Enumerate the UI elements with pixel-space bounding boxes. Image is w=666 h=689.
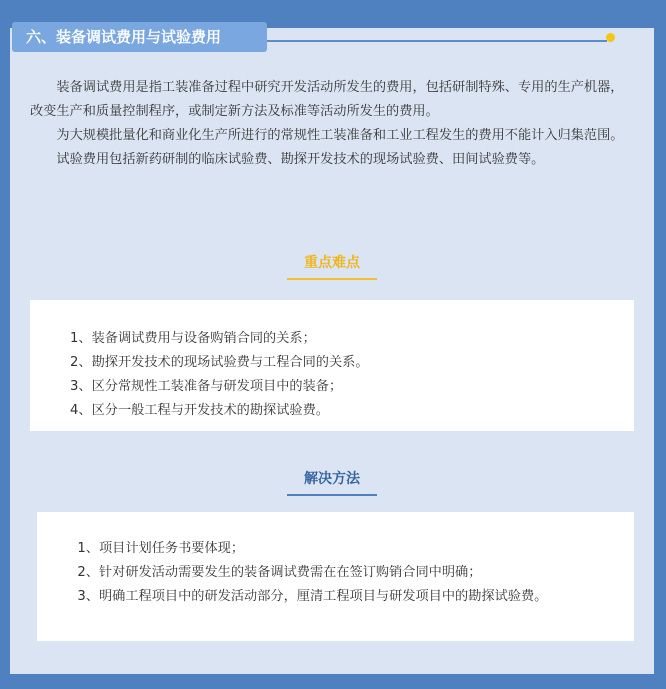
solutions-underline xyxy=(287,494,377,496)
key-points-title xyxy=(287,250,377,280)
solutions-card xyxy=(37,512,634,641)
intro-paragraph-1: 装备调试费用是指工装准备过程中研究开发活动所发生的费用，包括研制特殊、专用的生产机器，改变生产和质量控制程序，或制定新方法及标准等活动所发生的费用。 xyxy=(30,80,624,119)
key-point-item: 3、区分常规性工装准备与研发项目中的装备； xyxy=(70,379,343,394)
solutions-title-text: 解决方法 xyxy=(304,471,360,487)
intro-paragraph-2: 为大规模批量化和商业化生产所进行的常规性工装准备和工业工程发生的费用不能计入归集范围。 xyxy=(56,128,624,143)
key-point-item: 1、装备调试费用与设备购销合同的关系； xyxy=(70,331,316,346)
key-point-item: 4、区分一般工程与开发技术的勘探试验费。 xyxy=(70,403,329,418)
solution-item: 2、针对研发活动需要发生的装备调试费需在在签订购销合同中明确； xyxy=(77,565,482,580)
key-point-item: 2、勘探开发技术的现场试验费与工程合同的关系。 xyxy=(70,355,369,370)
section-header-tab: 六、装备调试费用与试验费用 xyxy=(12,22,267,52)
key-points-underline xyxy=(287,278,377,280)
solutions-title xyxy=(287,466,377,496)
solution-item: 1、项目计划任务书要体现； xyxy=(77,541,245,556)
key-points-card xyxy=(30,300,634,431)
header-divider-line xyxy=(267,40,607,42)
header-dot-icon xyxy=(606,33,615,42)
solution-item: 3、明确工程项目中的研发活动部分，厘清工程项目与研发项目中的勘探试验费。 xyxy=(77,589,548,604)
intro-text xyxy=(30,76,636,172)
intro-paragraph-3: 试验费用包括新药研制的临床试验费、勘探开发技术的现场试验费、田间试验费等。 xyxy=(56,152,545,167)
key-points-title-text: 重点难点 xyxy=(304,255,360,271)
